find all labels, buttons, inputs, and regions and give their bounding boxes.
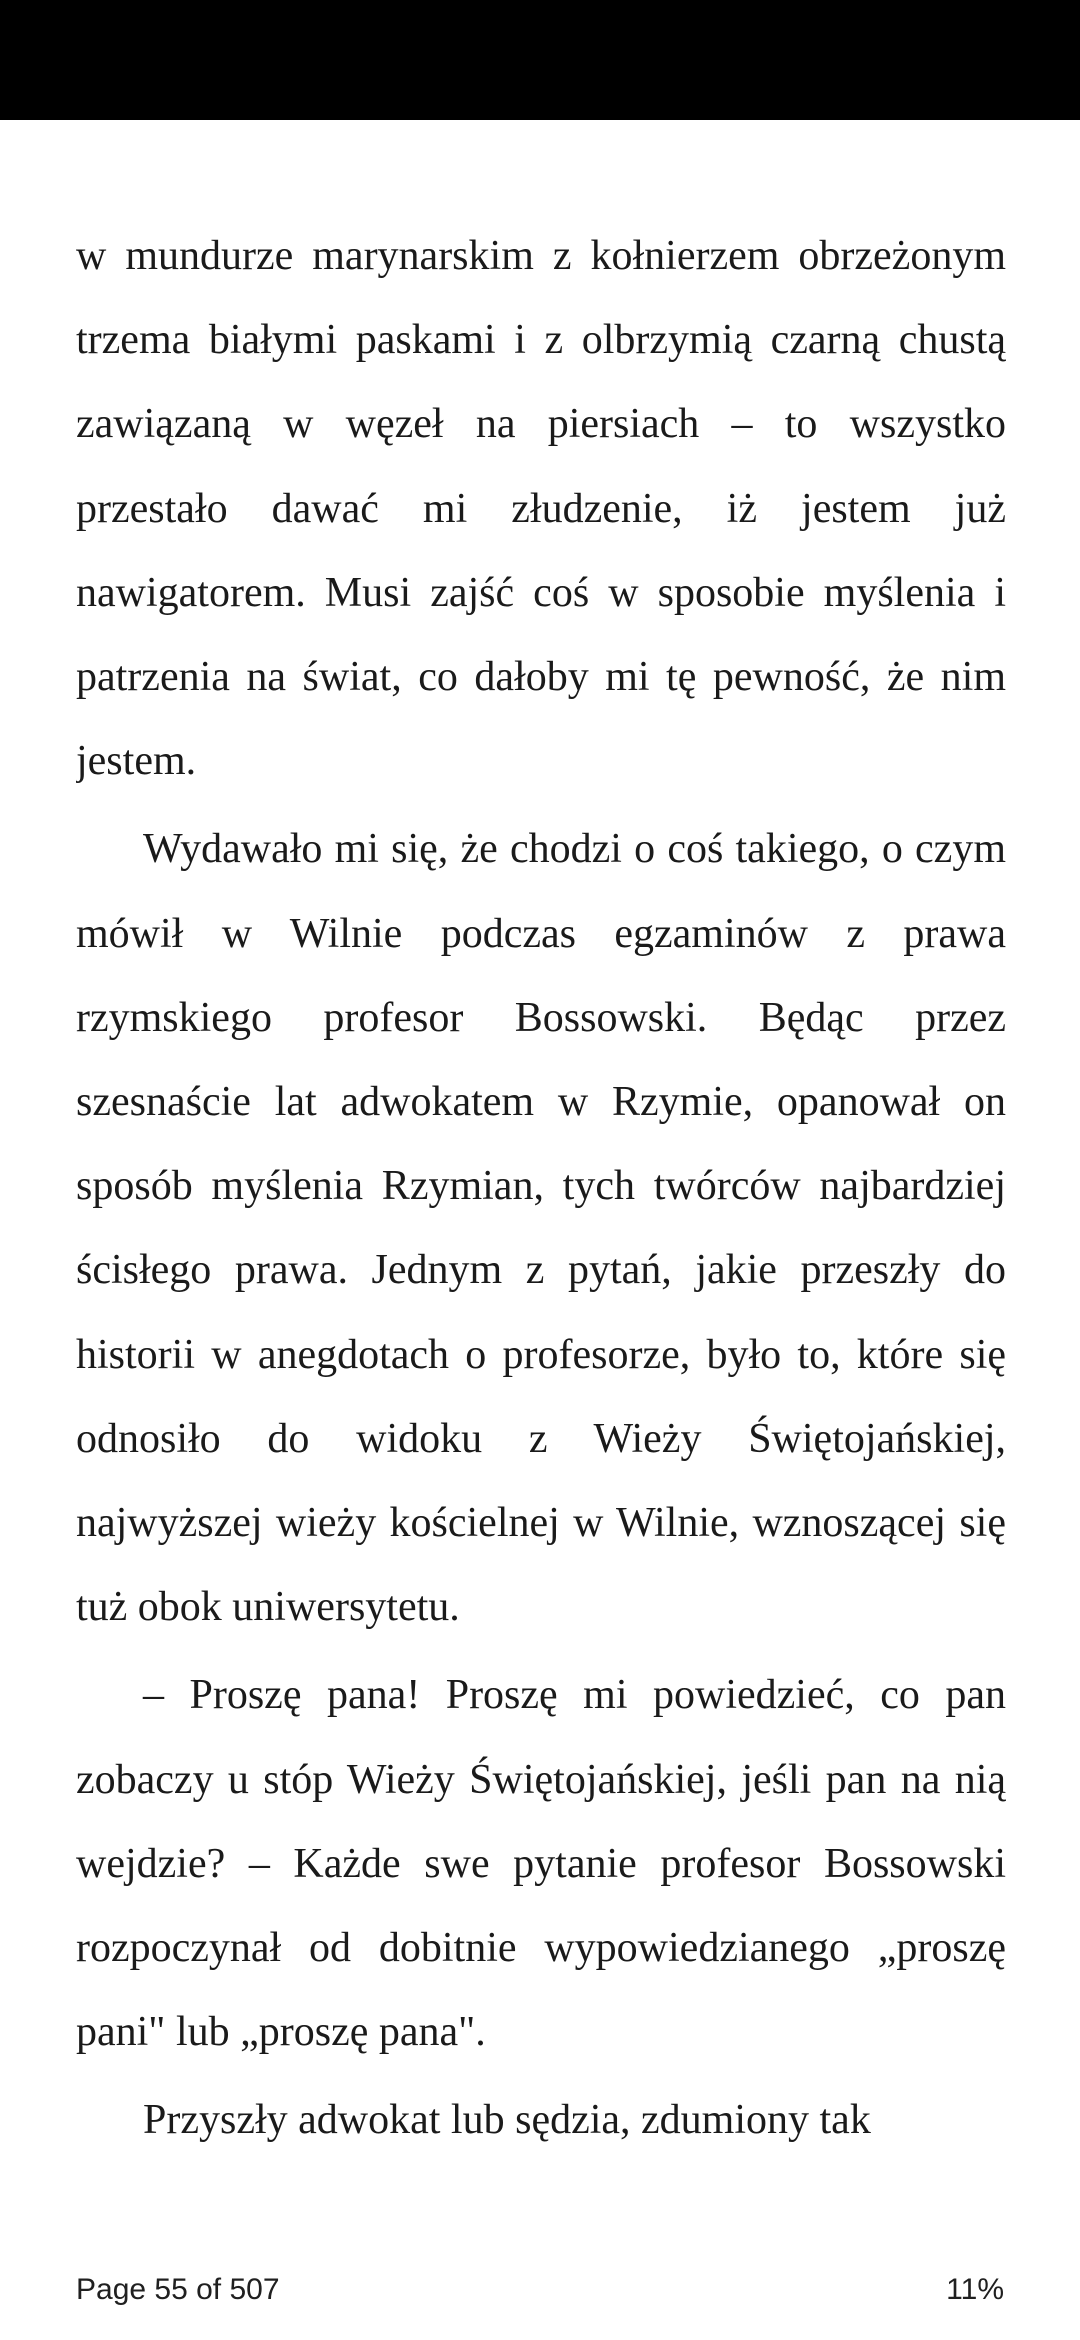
reading-area[interactable]: [76, 214, 1006, 2214]
page-indicator: Page 55 of 507: [76, 2273, 280, 2306]
status-bar: [0, 0, 1080, 120]
paragraph: w mundurze marynarskim z kołnierzem obrzeżonym trzema białymi paskami i z olbrzymią czarną chustą zawiązaną w węzeł na piersiach – to wszystko przestało dawać mi złudzenie, iż jestem już nawigatorem. Musi zajść coś w sposobie myślenia i patrzenia na świat, co dałoby mi tę pewność, że nim jestem.: [76, 233, 1006, 785]
paragraph: – Proszę pana! Proszę mi powiedzieć, co pan zobaczy u stóp Wieży Świętojańskiej, jeśli pan na nią wejdzie? – Każde swe pytanie profesor Bossowski rozpoczynał od dobitnie wypowiedzianego „proszę pani" lub „proszę pana".: [76, 1672, 1006, 2056]
progress-percent: 11%: [946, 2273, 1004, 2306]
paragraph: Wydawało mi się, że chodzi o coś takiego, o czym mówił w Wilnie podczas egzaminów z prawa rzymskiego profesor Bossowski. Będąc przez szesnaście lat adwokatem w Rzymie, opanował on sposób myślenia Rzymian, tych twórców najbardziej ścisłego prawa. Jednym z pytań, jakie przeszły do historii w anegdotach o profesorze, było to, które się odnosiło do widoku z Wieży Świętojańskiej, najwyższej wieży kościelnej w Wilnie, wznoszącej się tuż obok uniwersytetu.: [76, 826, 1006, 1631]
reader-footer: [76, 2270, 1004, 2310]
paragraph: Przyszły adwokat lub sędzia, zdumiony tak: [143, 2097, 871, 2144]
